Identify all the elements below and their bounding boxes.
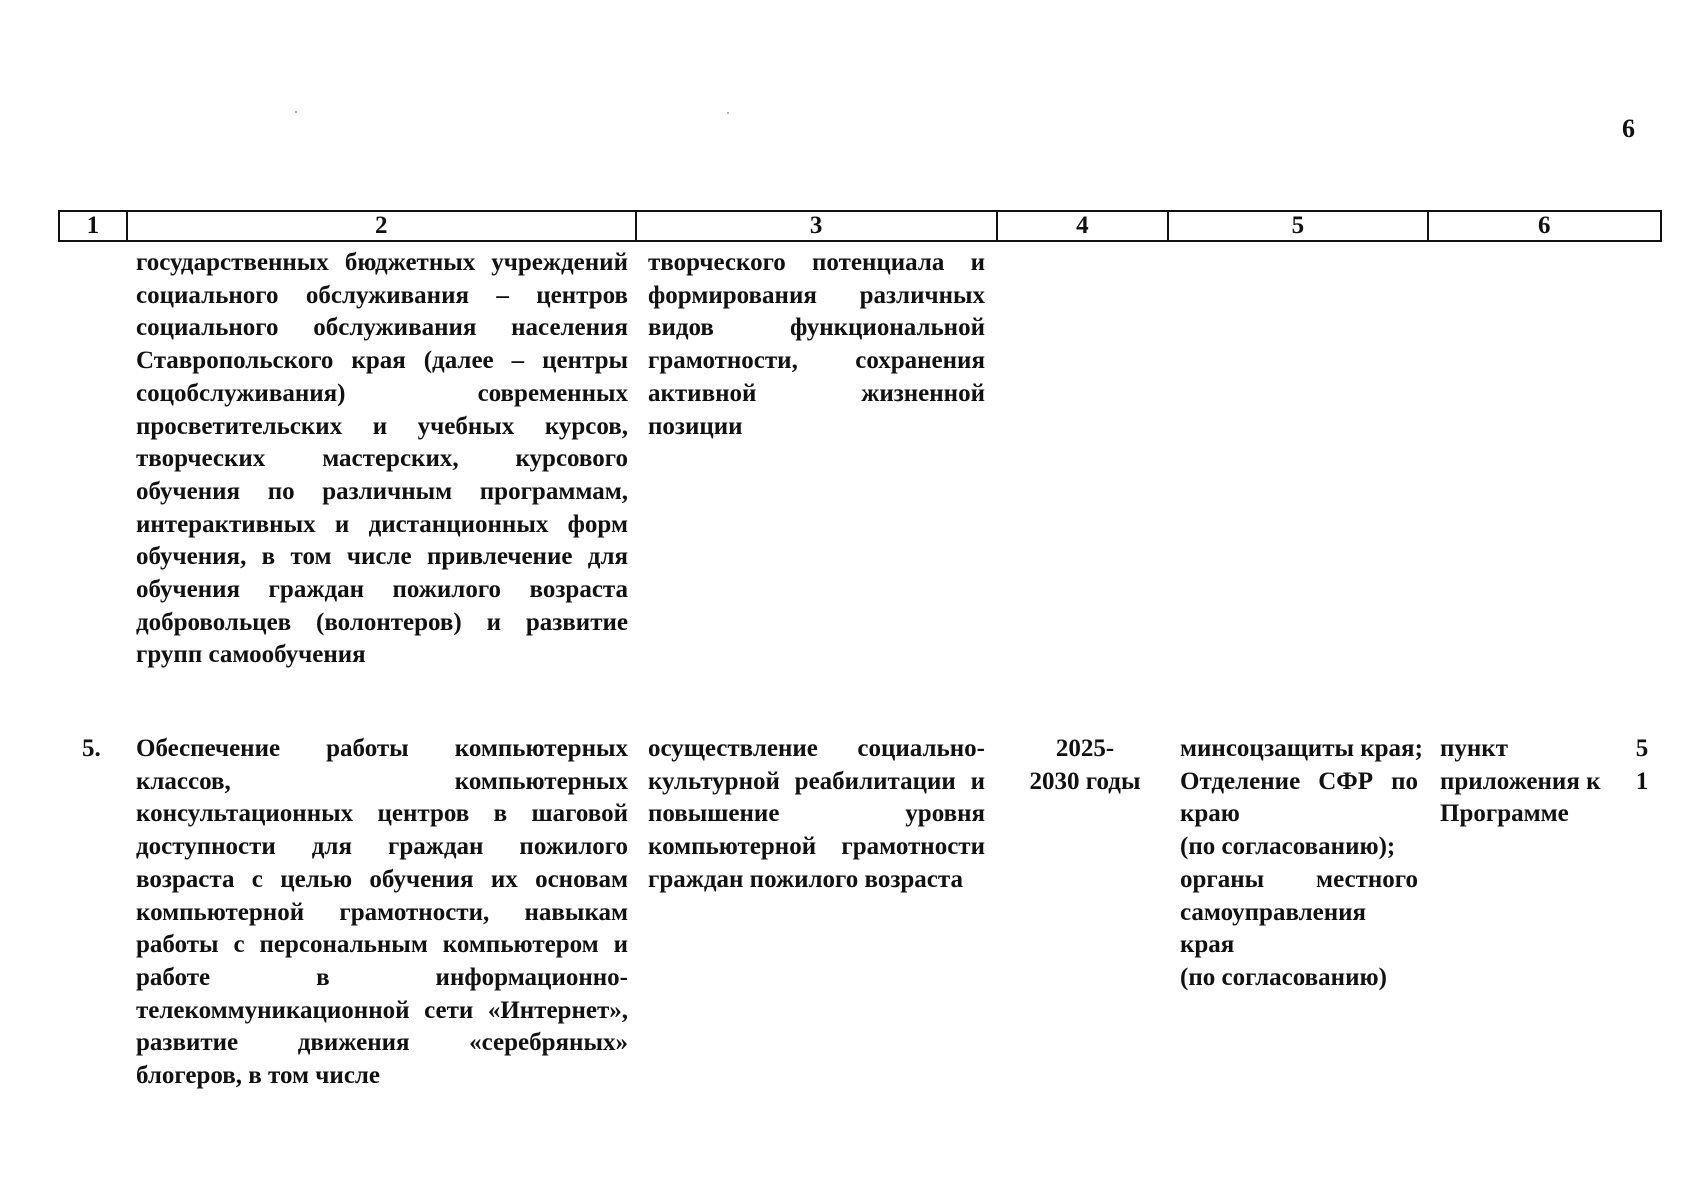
scan-speck [295,111,297,113]
row-5-activity: Обеспечение работы компьютерных классов, компьютерных консультационных центров в шаговой доступности для граждан пожилого возраста с целью обучения их основам компьютерной грамотности, навыкам работы с персональным компьютером и работе в информационно-телекоммуникационной сети «Интернет», развитие движения «серебряных» блогеров, в том числе [136,735,628,1090]
header-col-4: 4 [998,212,1170,240]
row-5-indicator-line-2: 1 [1635,767,1649,795]
row-5-responsible [1180,733,1423,995]
header-col-3: 3 [637,212,998,240]
row-5-responsible-agreement-2: (по согласованию) [1180,963,1387,991]
row-5-indicator-line-1: 5 [1635,735,1649,762]
row-5-responsible-local-government: органы местного самоуправления края [1180,865,1418,959]
row-5-responsible-ministry: минсоцзащиты края; [1180,735,1423,762]
row-5-period-end: 2030 годы [1029,767,1141,795]
row-5-indicator [1630,733,1654,798]
row-5-reference: пункт приложения к Программе [1440,735,1601,828]
header-col-1: 1 [60,212,128,240]
header-col-6: 6 [1538,212,1551,239]
row-5-number: 5. [82,735,101,762]
row-5-responsible-agreement-1: (по согласованию); [1180,833,1396,861]
continuation-row-result: творческого потенциала и формирования различных видов функциональной грамотности, сохранения активной жизненной позиции [648,249,985,440]
table-header-row [58,210,1662,242]
scan-speck [727,112,729,114]
row-5-result: осуществление социально-культурной реабилитации и повышение уровня компьютерной грамотности граждан пожилого возраста [648,735,985,893]
row-5-responsible-sfr: Отделение СФР по краю [1180,767,1418,828]
header-col-2: 2 [128,212,637,240]
row-5-period [1010,733,1160,798]
header-col-5: 5 [1169,212,1428,240]
page-number: 6 [1622,114,1635,143]
continuation-row-activity: государственных бюджетных учреждений социального обслуживания – центров социального обслуживания населения Ставропольского края (далее – центры соцобслуживания) современных просветительских и учебных курсов, творческих мастерских, курсового обучения по различным программам, интерактивных и дистанционных форм обучения, в том числе привлечение для обучения граждан пожилого возраста добровольцев (волонтеров) и развитие групп самообучения [136,249,628,669]
row-5-period-start: 2025- [1055,735,1115,762]
